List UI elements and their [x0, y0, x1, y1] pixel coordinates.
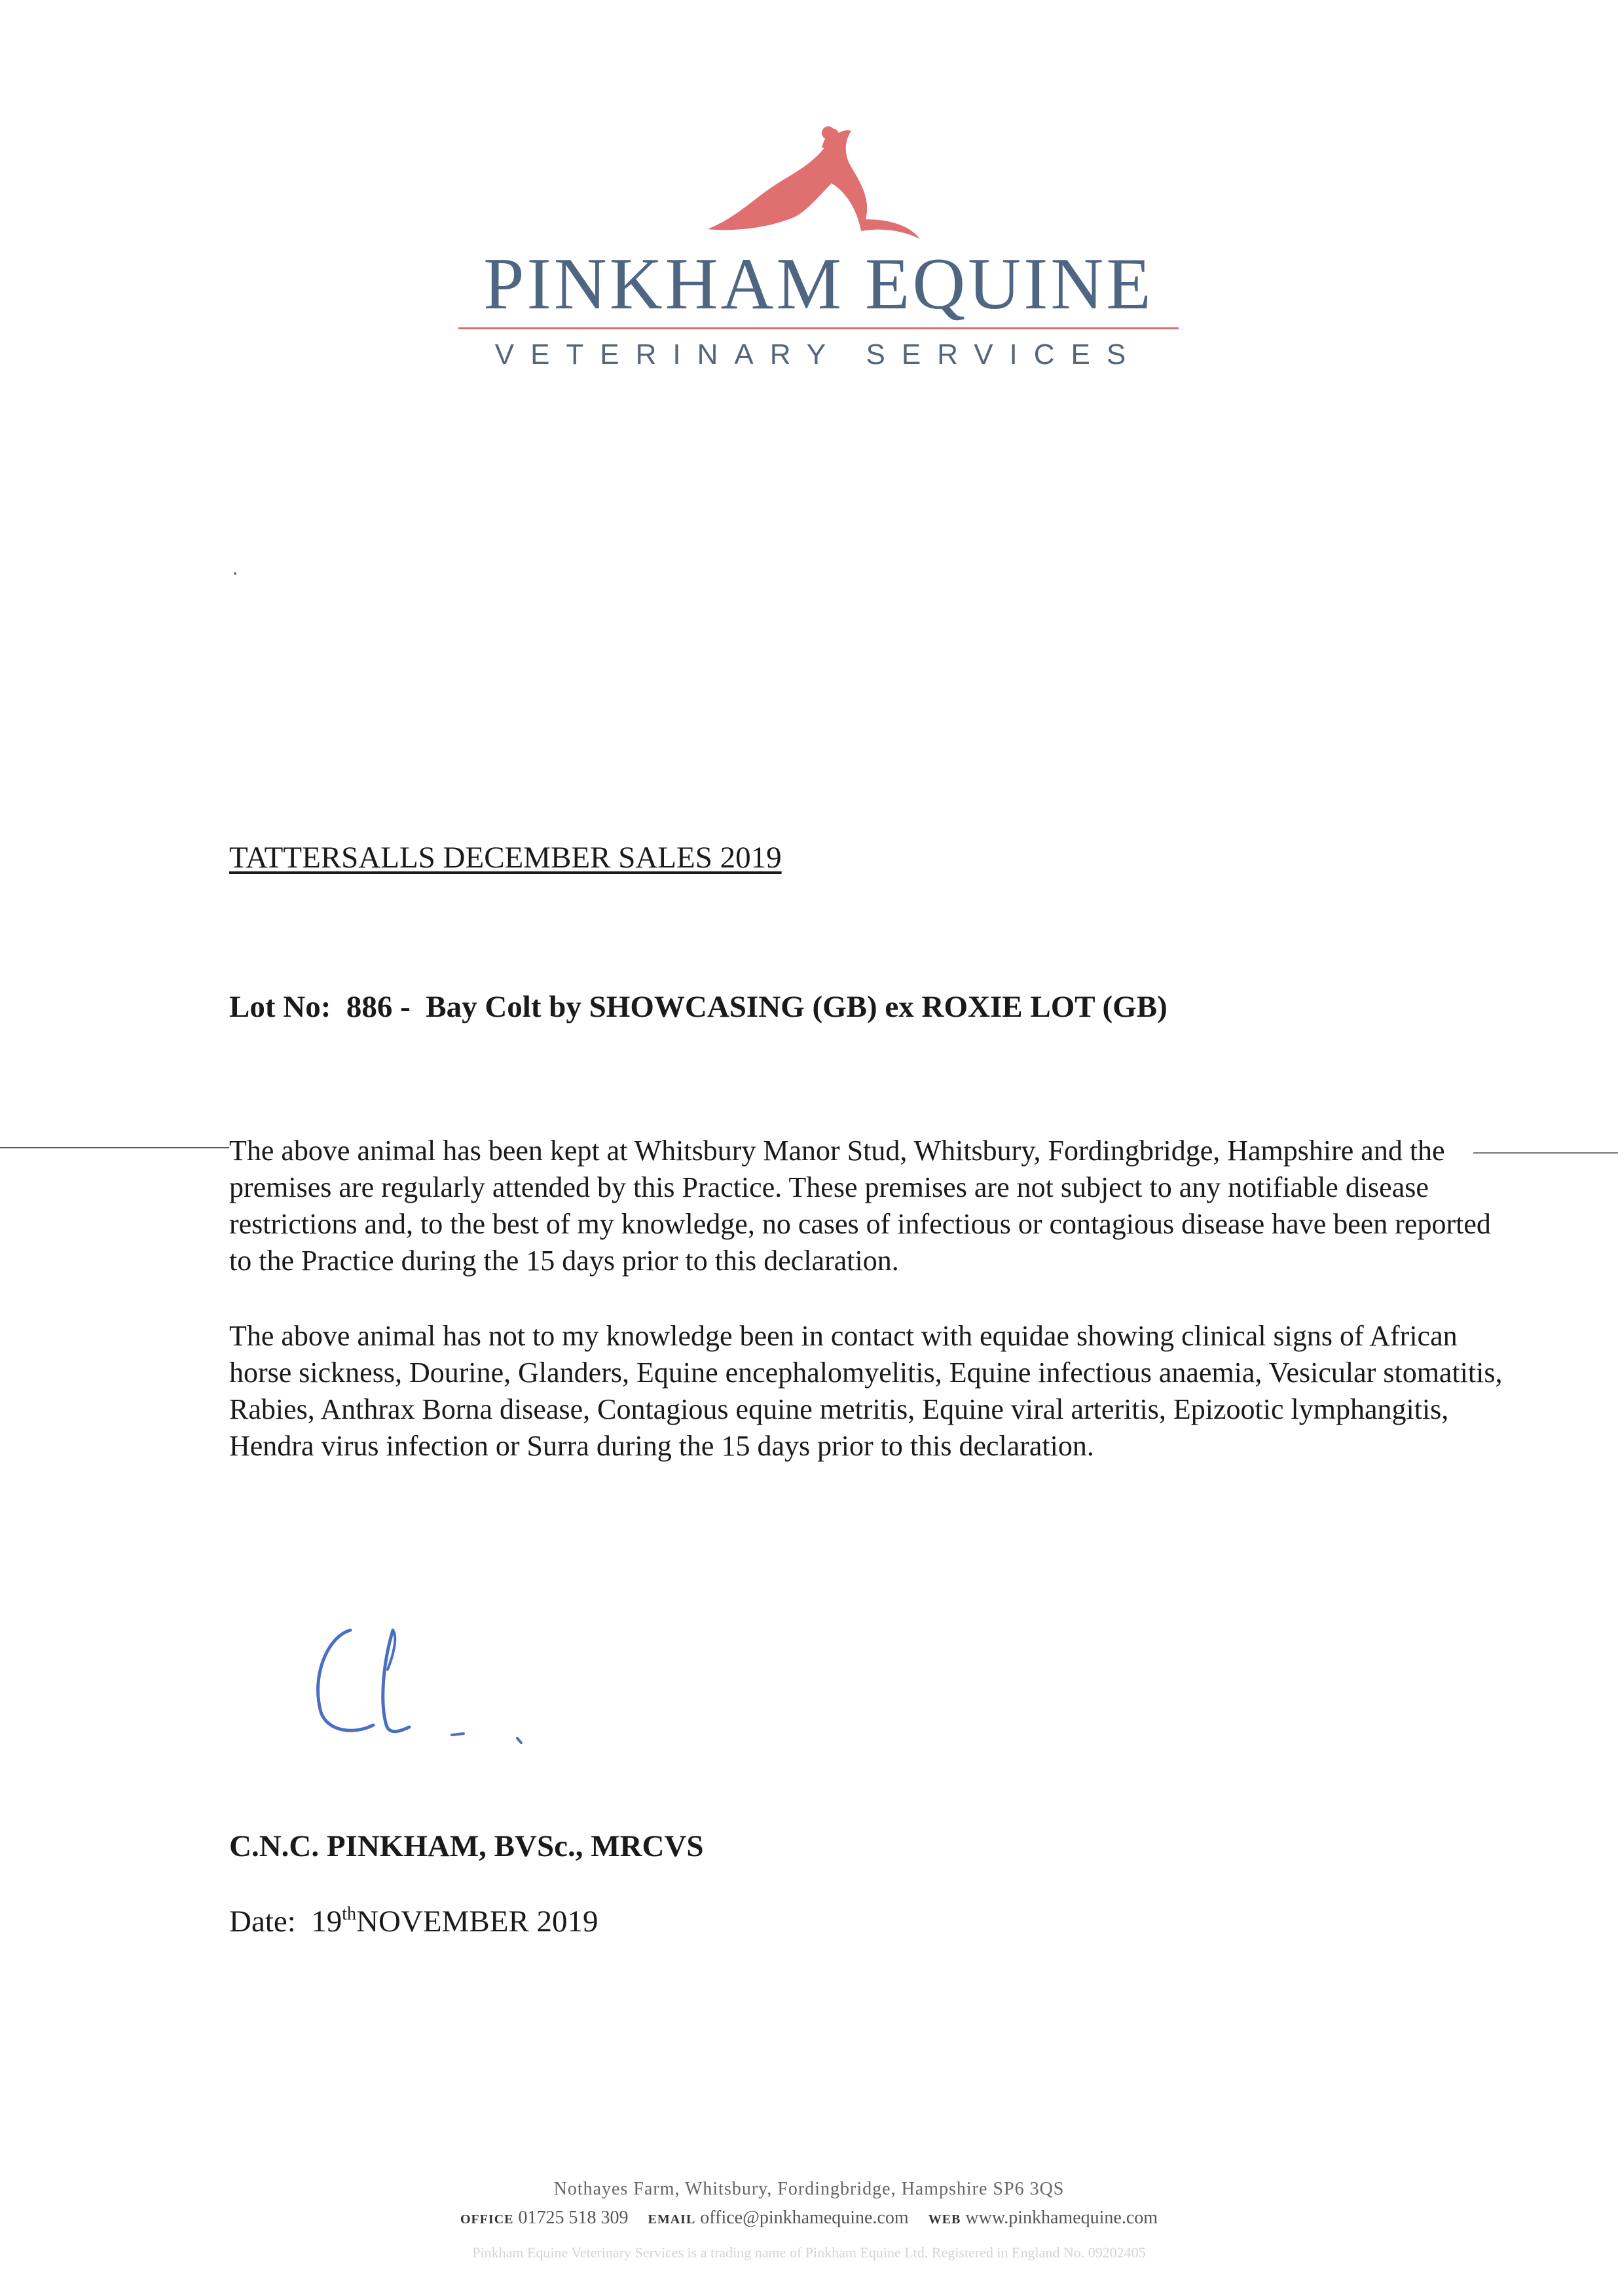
- brand-subtitle: VETERINARY SERVICES: [494, 338, 1143, 371]
- lot-line: Lot No: 886 - Bay Colt by SHOWCASING (GB) ex ROXIE LOT (GB): [229, 990, 1168, 1024]
- footer-address: Nothayes Farm, Whitsbury, Fordingbridge, Hampshire SP6 3QS: [553, 2179, 1065, 2199]
- email-address: office@pinkhamequine.com: [700, 2208, 909, 2228]
- signature: [301, 1604, 550, 1761]
- web-address: www.pinkhamequine.com: [965, 2208, 1158, 2228]
- paragraph-premises: The above animal has been kept at Whitsbury Manor Stud, Whitsbury, Fordingbridge, Hampshire and the premises are regularly attended by this Practice. These premises are not subject to any notifiable disease restrictions and, to the best of my knowledge, no cases of infectious or contagious disease have been reported to the Practice during the 15 days prior to this declaration.: [229, 1135, 1491, 1277]
- date-day: 19: [311, 1904, 342, 1939]
- office-phone: 01725 518 309: [518, 2208, 629, 2228]
- office-label: OFFICE: [460, 2212, 514, 2227]
- footer-contacts: [327, 2209, 1291, 2227]
- brand-divider: [458, 327, 1179, 329]
- scan-speck: [234, 572, 236, 575]
- paragraph-contact: The above animal has not to my knowledge been in contact with equidae showing clinical signs of African horse sickness, Dourine, Glanders, Equine encephalomyelitis, Equine infectious anaemia, Vesicular stomatitis, Rabies, Anthrax Borna disease, Contagious equine metritis, Equine viral arteritis, Epizootic lymphangitis, Hendra virus infection or Surra during the 15 days prior to this declaration.: [229, 1320, 1503, 1462]
- web-label: WEB: [928, 2212, 961, 2227]
- horse-rider-logo-icon: [694, 121, 936, 252]
- date-ordinal: th: [342, 1904, 357, 1924]
- date-label: Date:: [229, 1904, 296, 1939]
- date-month-year: NOVEMBER 2019: [356, 1904, 598, 1939]
- email-label: EMAIL: [648, 2212, 696, 2227]
- sale-title: TATTERSALLS DECEMBER SALES 2019: [229, 841, 782, 875]
- brand-name: PINKHAM EQUINE: [483, 244, 1154, 325]
- fold-line: [0, 1147, 229, 1148]
- signatory-name: C.N.C. PINKHAM, BVSc., MRCVS: [229, 1829, 704, 1863]
- footer-legal: Pinkham Equine Veterinary Services is a trading name of Pinkham Equine Ltd. Registered in England No. 09202405: [472, 2244, 1146, 2261]
- date-line: [229, 1905, 598, 1937]
